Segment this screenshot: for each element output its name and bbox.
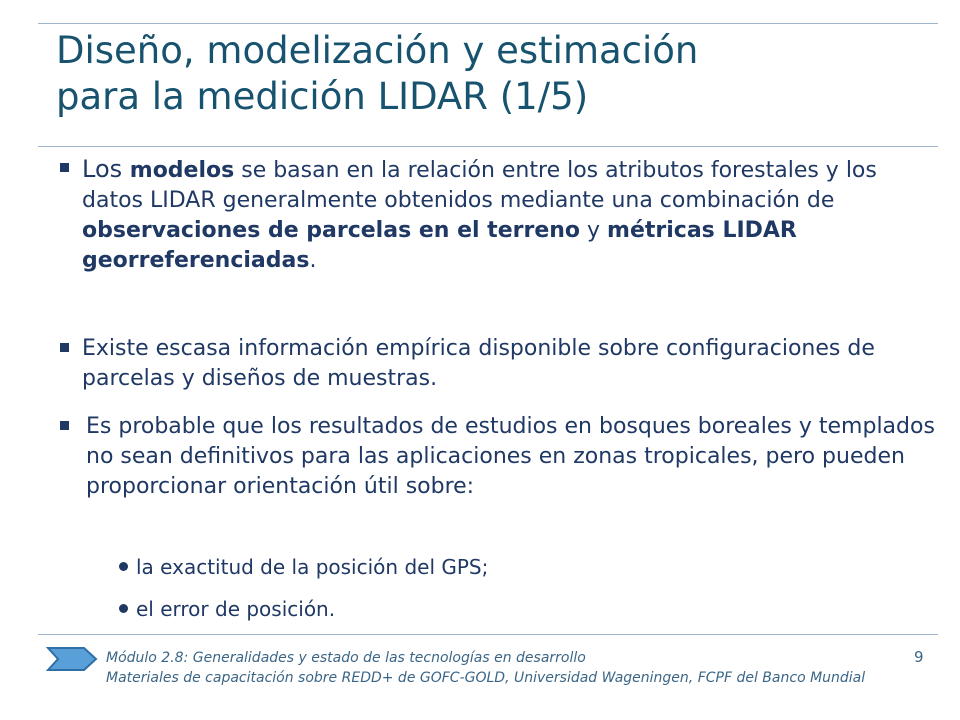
slide-title xyxy=(56,28,916,120)
title-divider xyxy=(38,146,938,147)
round-bullet-icon xyxy=(119,562,128,571)
chevron-arrow-icon xyxy=(46,646,98,672)
sub-item-gps-accuracy xyxy=(136,554,488,580)
bullet-item-information xyxy=(58,334,938,394)
bullet1-text-1: Los xyxy=(82,155,130,183)
bullet-item-models xyxy=(58,154,938,276)
bullet1-bold-observations: observaciones de parcelas en el terreno xyxy=(82,218,581,243)
square-bullet-icon xyxy=(60,163,69,172)
bullet-item-results xyxy=(58,412,938,502)
title-line-2: para la medición LIDAR (1/5) xyxy=(56,75,589,118)
bullet1-text-4: . xyxy=(309,248,317,273)
footer-text xyxy=(106,648,865,688)
footer-credits-line: Materiales de capacitación sobre REDD+ de GOFC-GOLD, Universidad Wageningen, FCPF del Banco Mundial xyxy=(106,670,866,686)
page-number: 9 xyxy=(914,648,924,666)
sub-item-position-error xyxy=(136,596,335,622)
title-line-1: Diseño, modelización y estimación xyxy=(56,29,699,72)
top-divider xyxy=(38,23,938,24)
footer-divider xyxy=(38,634,938,635)
bullet3-text: Es probable que los resultados de estudios en bosques boreales y templados no sean definitivos para las aplicaciones en zonas tropicales, pero pueden proporcionar orientación útil sobre: xyxy=(86,414,935,499)
sub-item-text: el error de posición. xyxy=(136,597,336,621)
bullet1-text-3: y xyxy=(580,218,608,243)
bullet2-text: Existe escasa información empírica disponible sobre configuraciones de parcelas y diseños de muestras. xyxy=(82,336,875,391)
bullet1-bold-metrics: métricas LIDAR georreferenciadas xyxy=(82,218,797,273)
footer-module-line: Módulo 2.8: Generalidades y estado de las tecnologías en desarrollo xyxy=(106,650,586,666)
sub-item-text: la exactitud de la posición del GPS; xyxy=(136,555,489,579)
round-bullet-icon xyxy=(119,604,128,613)
bullet1-text-2: se basan en la relación entre los atributos forestales y los datos LIDAR generalmente obtenidos mediante una combinación de xyxy=(82,158,877,213)
bullet1-bold-models: modelos xyxy=(129,158,235,183)
square-bullet-icon xyxy=(60,421,69,430)
square-bullet-icon xyxy=(60,343,69,352)
